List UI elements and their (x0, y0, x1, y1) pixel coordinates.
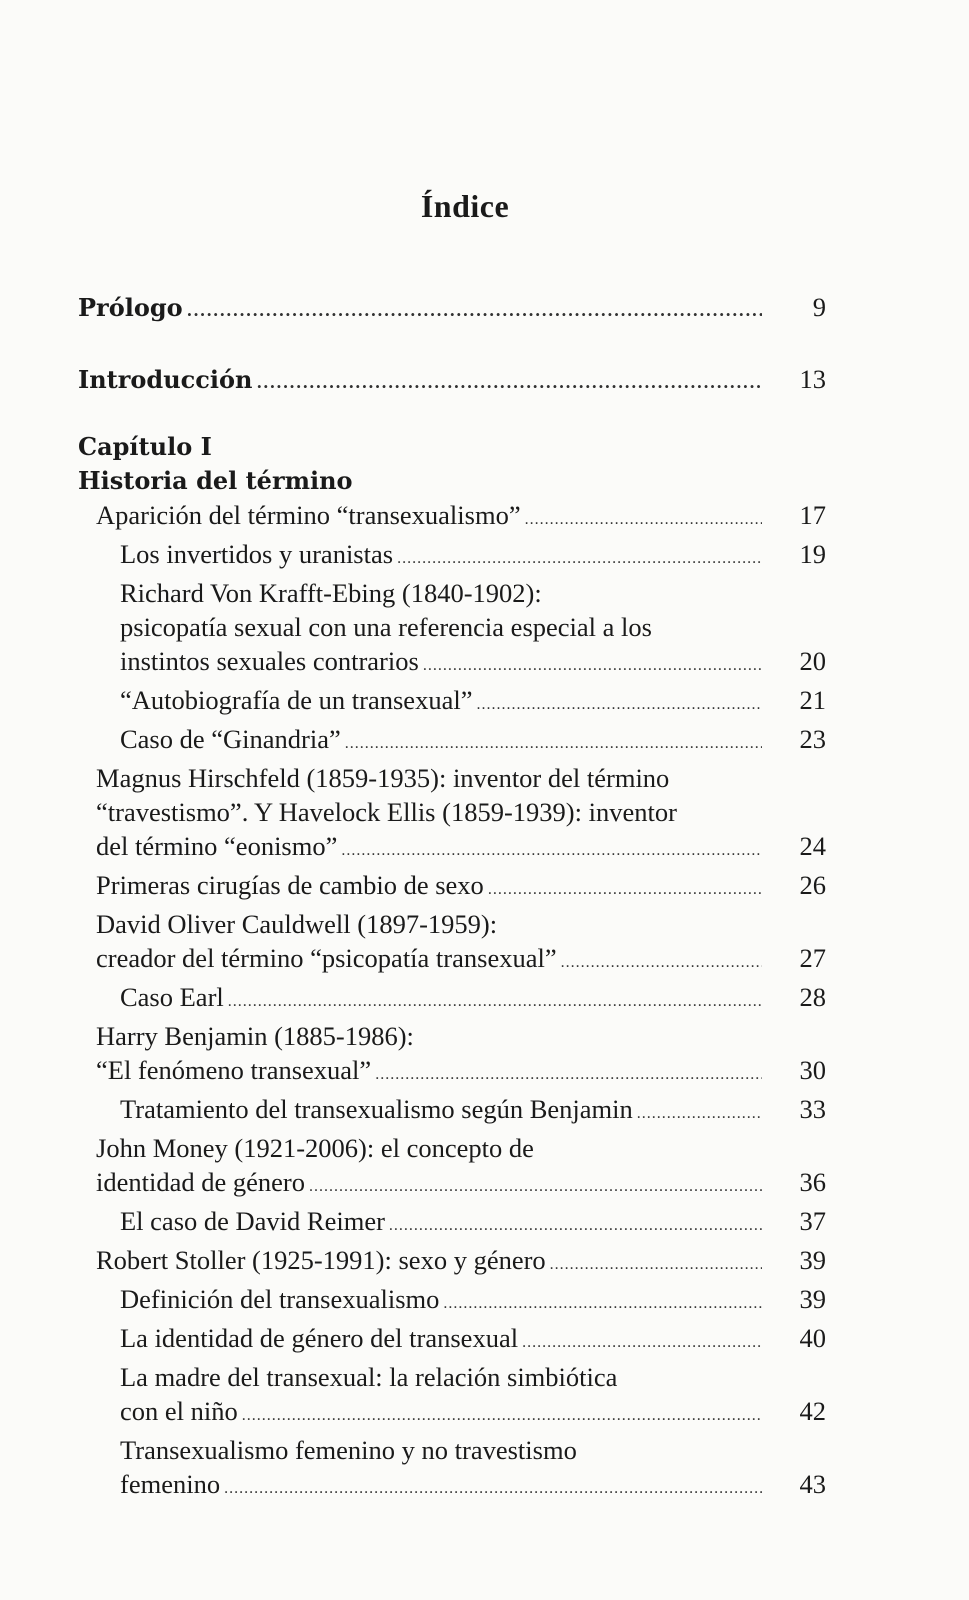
leader-dots (187, 294, 762, 328)
chapter-number: Capítulo I (78, 432, 212, 461)
leader-dots (345, 727, 762, 761)
toc-entry[interactable] (78, 1394, 826, 1433)
toc-entry-label: con el niño (120, 1396, 238, 1426)
toc-page-number: 17 (799, 500, 826, 530)
toc-page-number: 9 (812, 292, 826, 322)
leader-dots (309, 1170, 762, 1204)
toc-entry[interactable] (78, 683, 826, 722)
toc-page-number: 30 (799, 1055, 826, 1085)
toc-entry[interactable] (78, 1243, 826, 1282)
toc-entry[interactable] (78, 1092, 826, 1131)
toc-entry-label: Los invertidos y uranistas (120, 539, 394, 569)
toc-page-number: 19 (799, 539, 826, 569)
toc-entry-line: “travestismo”. Y Havelock Ellis (1859-1939): inventor (96, 797, 677, 827)
toc-entry-label: creador del término “psicopatía transexual” (96, 943, 557, 973)
leader-dots (228, 985, 762, 1019)
toc-page-number: 40 (799, 1323, 826, 1353)
toc-entry[interactable] (78, 1321, 826, 1360)
leader-dots (389, 1209, 762, 1243)
toc-entry-line: psicopatía sexual con una referencia especial a los (120, 612, 652, 642)
leader-dots (443, 1287, 762, 1321)
leader-dots (224, 1472, 762, 1506)
toc-entry-label: Caso de “Ginandria” (120, 724, 341, 754)
leader-dots (522, 1326, 762, 1360)
toc-entry-line: La madre del transexual: la relación simbiótica (120, 1362, 618, 1392)
toc-entry-label: del término “eonismo” (96, 831, 338, 861)
toc-page-number: 42 (799, 1396, 826, 1426)
leader-dots (242, 1399, 762, 1433)
toc-entry-label: Caso Earl (120, 982, 224, 1012)
toc-page-number: 33 (799, 1094, 826, 1124)
toc-page-number: 37 (799, 1206, 826, 1236)
leader-dots (476, 688, 762, 722)
toc-page-number: 24 (799, 831, 826, 861)
toc-page-number: 28 (799, 982, 826, 1012)
toc-entry-label: Primeras cirugías de cambio de sexo (96, 870, 484, 900)
toc-entry-introduccion[interactable] (78, 362, 826, 400)
leader-dots (637, 1097, 762, 1131)
toc-entry[interactable] (78, 644, 826, 683)
chapter-title: Historia del término (78, 466, 353, 495)
leader-dots (525, 503, 762, 537)
leader-dots (423, 649, 762, 683)
toc-entry-label: La identidad de género del transexual (120, 1323, 519, 1353)
leader-dots (375, 1058, 762, 1092)
leader-dots (488, 873, 762, 907)
toc-entry[interactable] (78, 868, 826, 907)
toc-entry[interactable] (78, 498, 826, 537)
toc-entry-label: Definición del transexualismo (120, 1284, 440, 1314)
toc-entry[interactable] (78, 1165, 826, 1204)
toc-page-number: 26 (799, 870, 826, 900)
leader-dots (256, 366, 762, 400)
toc-entry-label: Tratamiento del transexualismo según Benjamin (120, 1094, 633, 1124)
toc-page-number: 20 (799, 646, 826, 676)
toc-entry-label: “El fenómeno transexual” (96, 1055, 372, 1085)
toc-entry-label: Introducción (78, 365, 253, 394)
toc-entry[interactable] (78, 1204, 826, 1243)
toc-entry-line: Transexualismo femenino y no travestismo (120, 1435, 577, 1465)
toc-entry-line: David Oliver Cauldwell (1897-1959): (96, 909, 498, 939)
toc-entry[interactable] (78, 980, 826, 1019)
toc-entry[interactable] (78, 941, 826, 980)
toc-entry-label: femenino (120, 1469, 221, 1499)
leader-dots (550, 1248, 762, 1282)
toc-entry-label: identidad de género (96, 1167, 305, 1197)
toc-page-number: 13 (799, 364, 826, 394)
toc-entry-label: Robert Stoller (1925-1991): sexo y género (96, 1245, 546, 1275)
toc-page-number: 36 (799, 1167, 826, 1197)
toc-entry[interactable] (78, 537, 826, 576)
toc-entry[interactable] (78, 1053, 826, 1092)
toc-entry-line: Richard Von Krafft-Ebing (1840-1902): (120, 578, 542, 608)
page-title: Índice (420, 188, 510, 224)
toc-entry-label: “Autobiografía de un transexual” (120, 685, 473, 715)
toc-entry-prologo[interactable] (78, 290, 826, 328)
toc-entry[interactable] (78, 829, 826, 868)
toc-entry-label: Prólogo (78, 293, 183, 322)
toc-page-number: 39 (799, 1245, 826, 1275)
toc-entry-label: Aparición del término “transexualismo” (96, 500, 521, 530)
toc-page-number: 23 (799, 724, 826, 754)
toc-entry-label: instintos sexuales contrarios (120, 646, 419, 676)
toc-entry[interactable] (78, 722, 826, 761)
leader-dots (397, 542, 762, 576)
toc-entry-line: Harry Benjamin (1885-1986): (96, 1021, 414, 1051)
toc-entry-line: John Money (1921-2006): el concepto de (96, 1133, 534, 1163)
table-of-contents (78, 290, 826, 1506)
toc-page-number: 27 (799, 943, 826, 973)
toc-page-number: 43 (799, 1469, 826, 1499)
toc-entry[interactable] (78, 1282, 826, 1321)
toc-page-number: 21 (799, 685, 826, 715)
toc-entry[interactable] (78, 1467, 826, 1506)
toc-page-number: 39 (799, 1284, 826, 1314)
leader-dots (341, 834, 762, 868)
toc-entry-label: El caso de David Reimer (120, 1206, 385, 1236)
leader-dots (561, 946, 762, 980)
toc-entry-line: Magnus Hirschfeld (1859-1935): inventor del término (96, 763, 670, 793)
